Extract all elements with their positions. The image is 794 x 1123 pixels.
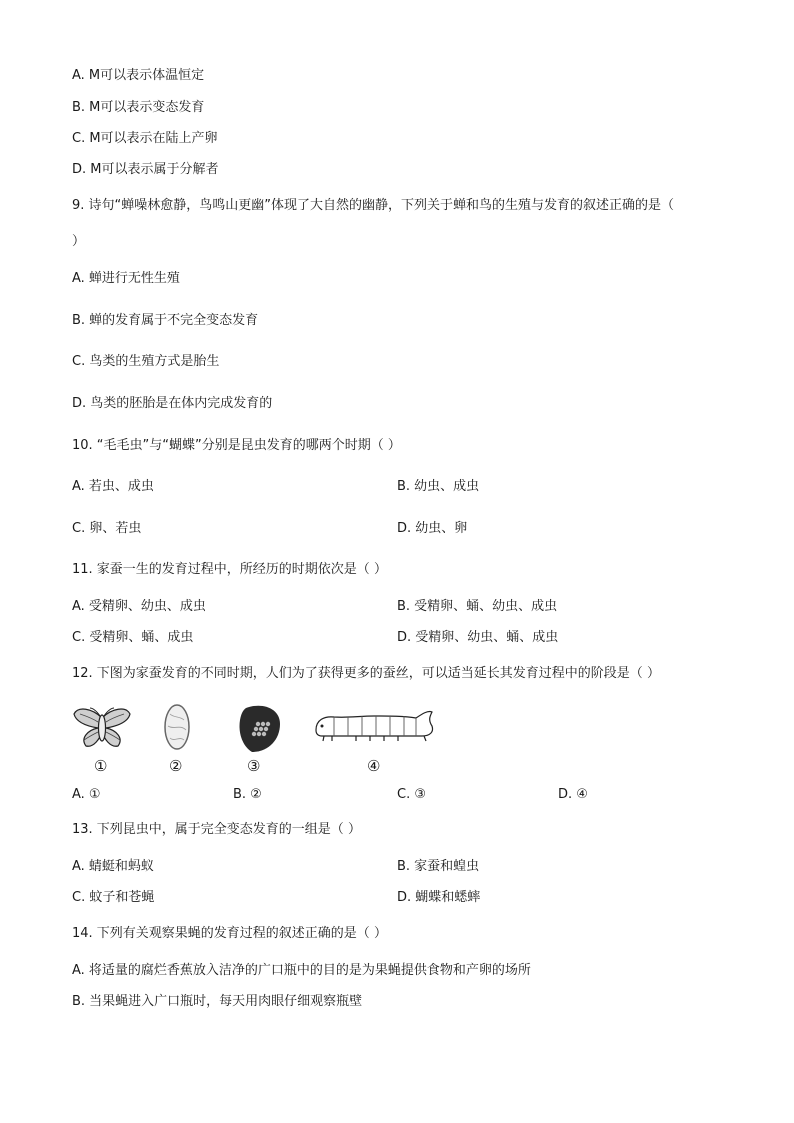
q8-option-a: A. M可以表示体温恒定 <box>72 68 205 83</box>
silkworm-larva-image <box>312 706 440 746</box>
q11-option-b: B. 受精卵、蛹、幼虫、成虫 <box>397 599 558 614</box>
q13-option-b: B. 家蚕和蝗虫 <box>397 859 480 874</box>
cocoon-image <box>162 702 192 752</box>
q12-option-a: A. ① <box>72 787 101 802</box>
q9-option-b: B. 蝉的发育属于不完全变态发育 <box>72 313 259 328</box>
stage-label-2: ② <box>169 757 183 775</box>
q8-option-d: D. M可以表示属于分解者 <box>72 162 219 177</box>
q14-option-a: A. 将适量的腐烂香蕉放入洁净的广口瓶中的目的是为果蝇提供食物和产卵的场所 <box>72 963 531 978</box>
stage-label-4: ④ <box>367 757 381 775</box>
q10-option-b: B. 幼虫、成虫 <box>397 479 480 494</box>
q12-option-c: C. ③ <box>397 787 426 802</box>
q13-option-a: A. 蜻蜓和蚂蚁 <box>72 859 154 874</box>
q12-option-b: B. ② <box>233 787 262 802</box>
q9-option-c: C. 鸟类的生殖方式是胎生 <box>72 354 220 369</box>
q11-option-a: A. 受精卵、幼虫、成虫 <box>72 599 206 614</box>
q10-option-c: C. 卵、若虫 <box>72 521 142 536</box>
q9-stem: 9. 诗句“蝉噪林愈静，鸟鸣山更幽”体现了大自然的幽静，下列关于蝉和鸟的生殖与发育的叙述正确的是（ <box>72 198 675 213</box>
silkworm-eggs-on-leaf-image <box>236 702 282 754</box>
q11-option-c: C. 受精卵、蛹、成虫 <box>72 630 194 645</box>
q10-option-a: A. 若虫、成虫 <box>72 479 154 494</box>
q9-stem-end: ） <box>72 234 86 249</box>
q12-option-d: D. ④ <box>558 787 588 802</box>
q11-stem: 11. 家蚕一生的发育过程中，所经历的时期依次是（ ） <box>72 562 387 577</box>
q12-stem: 12. 下图为家蚕发育的不同时期，人们为了获得更多的蚕丝，可以适当延长其发育过程中的阶段是（ ） <box>72 666 660 681</box>
q13-stem: 13. 下列昆虫中，属于完全变态发育的一组是（ ） <box>72 822 361 837</box>
q10-stem: 10. “毛毛虫”与“蝴蝶”分别是昆虫发育的哪两个时期（ ） <box>72 438 401 453</box>
stage-label-3: ③ <box>247 757 261 775</box>
q11-option-d: D. 受精卵、幼虫、蛹、成虫 <box>397 630 559 645</box>
q14-stem: 14. 下列有关观察果蝇的发育过程的叙述正确的是（ ） <box>72 926 387 941</box>
q9-option-d: D. 鸟类的胚胎是在体内完成发育的 <box>72 396 273 411</box>
q8-option-b: B. M可以表示变态发育 <box>72 100 205 115</box>
q13-option-c: C. 蚊子和苍蝇 <box>72 890 155 905</box>
q9-option-a: A. 蝉进行无性生殖 <box>72 271 180 286</box>
q8-option-c: C. M可以表示在陆上产卵 <box>72 131 218 146</box>
stage-label-1: ① <box>94 757 108 775</box>
silkworm-moth-image <box>72 704 132 752</box>
q13-option-d: D. 蝴蝶和蟋蟀 <box>397 890 481 905</box>
q10-option-d: D. 幼虫、卵 <box>397 521 468 536</box>
q14-option-b: B. 当果蝇进入广口瓶时，每天用肉眼仔细观察瓶壁 <box>72 994 363 1009</box>
